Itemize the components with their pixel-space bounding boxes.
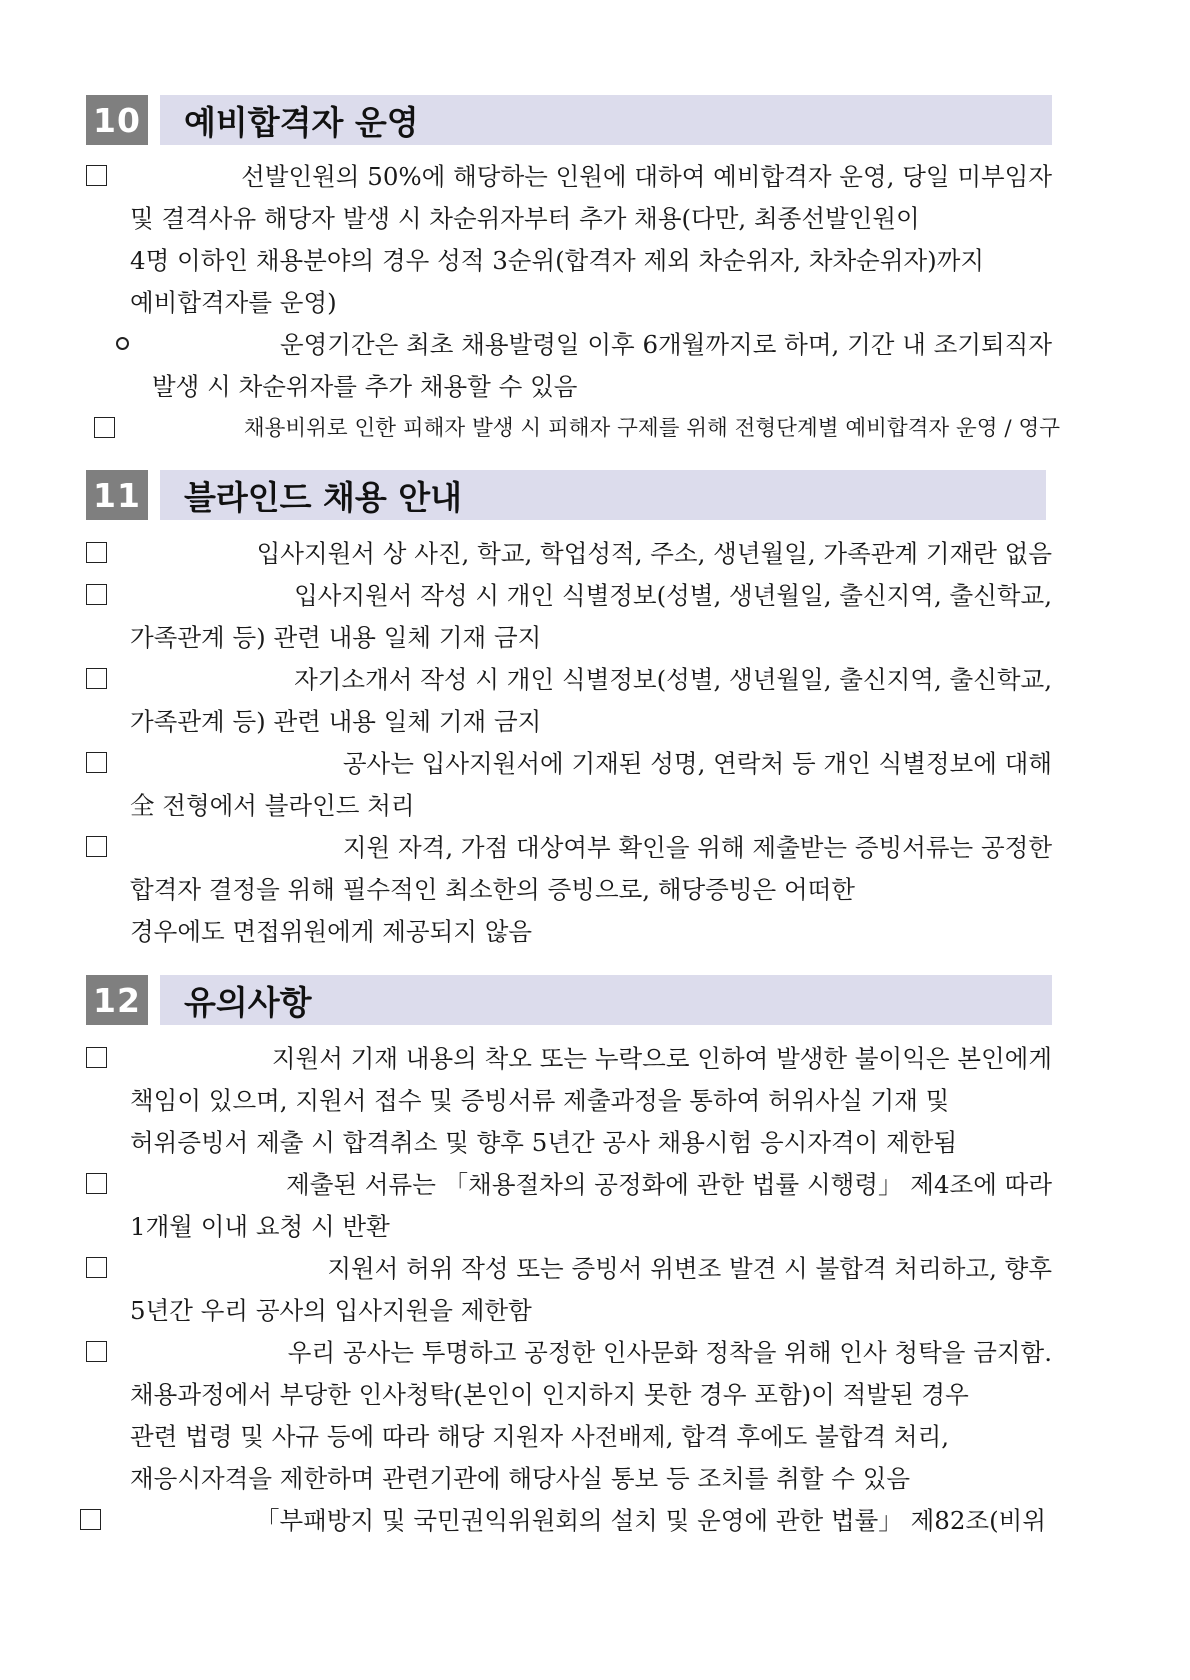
item-text: 발생 시 차순위자를 추가 채용할 수 있음 (152, 372, 578, 401)
list-item (86, 575, 1052, 659)
checkbox-icon (86, 752, 107, 773)
item-text: 운영기간은 최초 채용발령일 이후 6개월까지로 하며, 기간 내 조기퇴직자 (279, 330, 1052, 359)
item-text: 공사는 입사지원서에 기재된 성명, 연락처 등 개인 식별정보에 대해 (342, 749, 1052, 778)
item-text: 책임이 있으며, 지원서 접수 및 증빙서류 제출과정을 통하여 허위사실 기재 및 (130, 1086, 950, 1115)
item-text: 가족관계 등) 관련 내용 일체 기재 금지 (130, 623, 542, 652)
checkbox-icon (86, 542, 107, 563)
section-title: 유의사항 (160, 975, 1052, 1025)
section-number: 11 (86, 470, 148, 520)
checkbox-icon (86, 1047, 107, 1068)
list-item (86, 659, 1052, 743)
list-item (86, 533, 1052, 575)
checkbox-icon (86, 836, 107, 857)
checkbox-icon (86, 165, 107, 186)
section-title: 블라인드 채용 안내 (160, 470, 1046, 520)
checkbox-icon (86, 668, 107, 689)
section-header-10 (86, 95, 1052, 145)
item-text: 지원서 허위 작성 또는 증빙서 위변조 발견 시 불합격 처리하고, 향후 (327, 1254, 1052, 1283)
item-text: 관련 법령 및 사규 등에 따라 해당 지원자 사전배제, 합격 후에도 불합격 처리, (130, 1422, 950, 1451)
item-text: 4명 이하인 채용분야의 경우 성적 3순위(합격자 제외 차순위자, 차차순위자)까지 (130, 246, 985, 275)
section-header-11 (86, 470, 1046, 520)
item-text: 가족관계 등) 관련 내용 일체 기재 금지 (130, 707, 542, 736)
section-number: 12 (86, 975, 148, 1025)
list-item (94, 408, 1060, 450)
item-text: 재응시자격을 제한하며 관련기관에 해당사실 통보 등 조치를 취할 수 있음 (130, 1464, 911, 1493)
list-item (80, 1500, 1046, 1542)
item-text: 허위증빙서 제출 시 합격취소 및 향후 5년간 공사 채용시험 응시자격이 제한됨 (130, 1128, 958, 1157)
item-text: 지원서 기재 내용의 착오 또는 누락으로 인하여 발생한 불이익은 본인에게 (271, 1044, 1052, 1073)
checkbox-icon (86, 1173, 107, 1194)
list-item (86, 1248, 1052, 1332)
item-text: 채용과정에서 부당한 인사청탁(본인이 인지하지 못한 경우 포함)이 적발된 경우 (130, 1380, 969, 1409)
bullet-circle-icon (116, 337, 129, 350)
list-item (86, 743, 1052, 827)
item-text: 합격자 결정을 위해 필수적인 최소한의 증빙으로, 해당증빙은 어떠한 (130, 875, 855, 904)
item-text: 우리 공사는 투명하고 공정한 인사문화 정착을 위해 인사 청탁을 금지함. (287, 1338, 1052, 1367)
item-text: 지원 자격, 가점 대상여부 확인을 위해 제출받는 증빙서류는 공정한 (342, 833, 1052, 862)
item-text: 1개월 이내 요청 시 반환 (130, 1212, 390, 1241)
item-text: 입사지원서 작성 시 개인 식별정보(성별, 생년월일, 출신지역, 출신학교, (294, 581, 1052, 610)
item-text: 채용비위로 인한 피해자 발생 시 피해자 구제를 위해 전형단계별 예비합격자 운영 / 영구 (243, 416, 1060, 441)
list-item (86, 1038, 1052, 1164)
item-text: 입사지원서 상 사진, 학교, 학업성적, 주소, 생년월일, 가족관계 기재란 없음 (256, 539, 1052, 568)
item-text: 및 결격사유 해당자 발생 시 차순위자부터 추가 채용(다만, 최종선발인원이 (130, 204, 920, 233)
item-text: 全 전형에서 블라인드 처리 (130, 791, 415, 820)
sub-list-item (116, 324, 1052, 408)
checkbox-icon (86, 584, 107, 605)
item-text: 자기소개서 작성 시 개인 식별정보(성별, 생년월일, 출신지역, 출신학교, (294, 665, 1052, 694)
item-text: 선발인원의 50%에 해당하는 인원에 대하여 예비합격자 운영, 당일 미부임자 (241, 162, 1052, 191)
list-item (86, 156, 1052, 324)
checkbox-icon (94, 417, 115, 438)
section-header-12 (86, 975, 1052, 1025)
checkbox-icon (86, 1341, 107, 1362)
section-title: 예비합격자 운영 (160, 95, 1052, 145)
item-text: 경우에도 면접위원에게 제공되지 않음 (130, 917, 533, 946)
item-text: 예비합격자를 운영) (130, 288, 337, 317)
checkbox-icon (80, 1509, 101, 1530)
item-text: 5년간 우리 공사의 입사지원을 제한함 (130, 1296, 532, 1325)
section-number: 10 (86, 95, 148, 145)
list-item (86, 827, 1052, 953)
item-text: 「부패방지 및 국민권익위원회의 설치 및 운영에 관한 법률」 제82조(비위 (254, 1506, 1046, 1535)
checkbox-icon (86, 1257, 107, 1278)
list-item (86, 1164, 1052, 1248)
list-item (86, 1332, 1052, 1500)
item-text: 제출된 서류는 「채용절차의 공정화에 관한 법률 시행령」 제4조에 따라 (286, 1170, 1052, 1199)
